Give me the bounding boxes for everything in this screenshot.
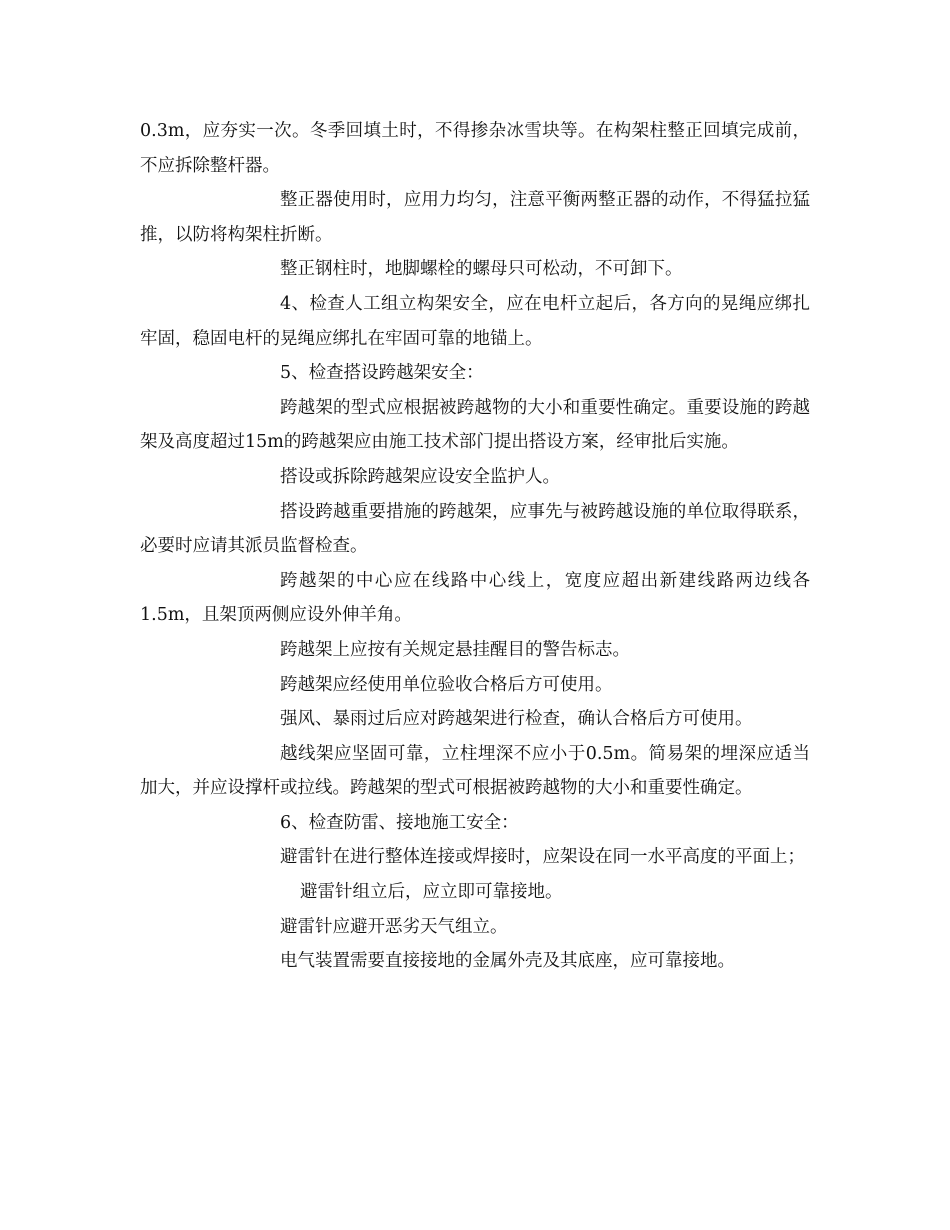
paragraph: 整正钢柱时，地脚螺栓的螺母只可松动，不可卸下。 <box>280 259 683 280</box>
paragraph: 越线架应坚固可靠，立柱埋深不应小于0.5m。简易架的埋深应适当加大，并应设撑杆或拉线。跨越架的型式可根据被跨越物的大小和重要性确定。 <box>140 743 810 799</box>
paragraph: 电气装置需要直接接地的金属外壳及其底座，应可靠接地。 <box>280 951 735 972</box>
paragraph: 搭设或拆除跨越架应设安全监护人。 <box>280 466 560 487</box>
paragraph: 跨越架的中心应在线路中心线上，宽度应超出新建线路两边线各1.5m，且架顶两侧应设外伸羊角。 <box>140 570 810 626</box>
paragraph: 跨越架的型式应根据被跨越物的大小和重要性确定。重要设施的跨越架及高度超过15m的跨越架应由施工技术部门提出搭设方案，经审批后实施。 <box>140 397 810 453</box>
paragraph: 避雷针应避开恶劣天气组立。 <box>280 916 508 937</box>
paragraph: 强风、暴雨过后应对跨越架进行检查，确认合格后方可使用。 <box>280 709 753 730</box>
paragraph: 整正器使用时，应用力均匀，注意平衡两整正器的动作，不得猛拉猛推，以防将构架柱折断。 <box>140 190 810 245</box>
section-heading: 5、检查搭设跨越架安全： <box>280 363 484 384</box>
paragraph: 4、检查人工组立构架安全，应在电杆立起后，各方向的晃绳应绑扎牢固，稳固电杆的晃绳应绑扎在牢固可靠的地锚上。 <box>140 293 810 349</box>
paragraph: 避雷针在进行整体连接或焊接时，应架设在同一水平高度的平面上； <box>280 847 805 868</box>
paragraph: 搭设跨越重要措施的跨越架，应事先与被跨越设施的单位取得联系，必要时应请其派员监督检查。 <box>140 501 810 557</box>
document-body <box>140 114 810 979</box>
paragraph: 跨越架应经使用单位验收合格后方可使用。 <box>280 674 613 695</box>
section-heading: 6、检查防雷、接地施工安全： <box>280 812 519 833</box>
paragraph: 跨越架上应按有关规定悬挂醒目的警告标志。 <box>280 639 630 660</box>
paragraph: 避雷针组立后，应立即可靠接地。 <box>300 882 563 903</box>
paragraph: 0.3m，应夯实一次。冬季回填土时，不得掺杂冰雪块等。在构架柱整正回填完成前，不应拆除整杆器。 <box>140 121 810 176</box>
